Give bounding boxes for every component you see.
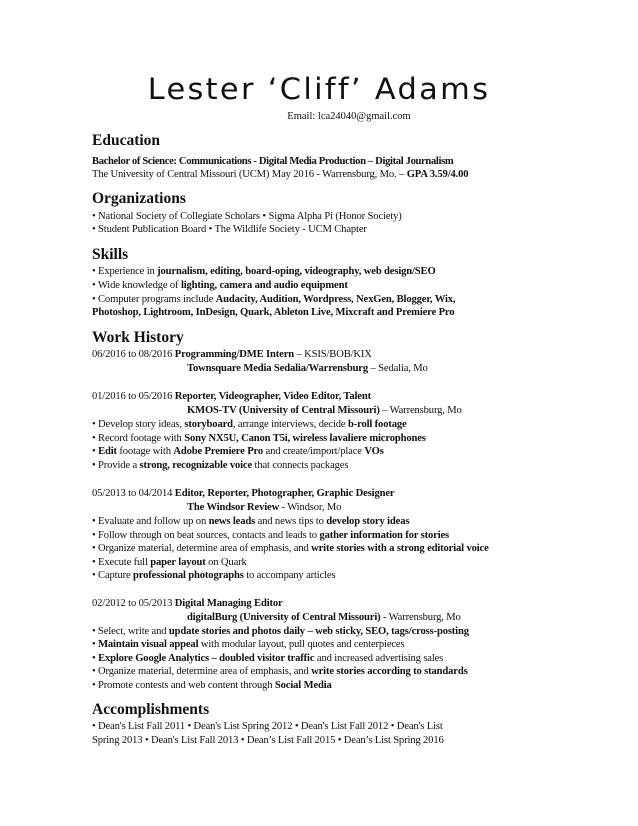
organizations-line-2: • Student Publication Board • The Wildlife Society - UCM Chapter <box>92 224 367 235</box>
job4-title-line: 02/2012 to 05/2013 Digital Managing Editor <box>92 598 283 609</box>
skills-line-1: • Experience in journalism, editing, board-oping, videography, web design/SEO <box>92 266 436 277</box>
skills-line-2: • Wide knowledge of lighting, camera and audio equipment <box>92 280 348 291</box>
email-line: Email: lca24040@gmail.com <box>287 111 411 122</box>
degree-line: Bachelor of Science: Communications - Digital Media Production – Digital Journalism <box>92 156 454 167</box>
job2-bullet-2: • Record footage with Sony NX5U, Canon T5i, wireless lavaliere microphones <box>92 433 426 444</box>
organizations-heading: Organizations <box>92 190 186 207</box>
accomplishments-line-2: Spring 2013 • Dean's List Fall 2013 • Dean’s List Fall 2015 • Dean’s List Spring 2016 <box>92 735 444 746</box>
job3-bullet-2: • Follow through on beat sources, contacts and leads to gather information for stories <box>92 530 450 541</box>
job4-bullet-1: • Select, write and update stories and photos daily – web sticky, SEO, tags/cross-posting <box>92 626 469 637</box>
job4-bullet-4: • Organize material, determine area of emphasis, and write stories according to standards <box>92 666 468 677</box>
job3-bullet-4: • Execute full paper layout on Quark <box>92 557 247 568</box>
organizations-line-1: • National Society of Collegiate Scholars • Sigma Alpha Pi (Honor Society) <box>92 211 402 222</box>
job4-org-line: digitalBurg (University of Central Missouri) - Warrensburg, Mo <box>187 612 461 623</box>
education-heading: Education <box>92 132 161 149</box>
work-history-heading: Work History <box>92 329 184 346</box>
accomplishments-heading: Accomplishments <box>92 701 210 718</box>
accomplishments-line-1: • Dean's List Fall 2011 • Dean's List Spring 2012 • Dean's List Fall 2012 • Dean's List <box>92 721 443 732</box>
job3-org-line: The Windsor Review - Windsor, Mo <box>187 502 342 513</box>
job4-bullet-2: • Maintain visual appeal with modular layout, pull quotes and centerpieces <box>92 639 405 650</box>
job2-bullet-3: • Edit footage with Adobe Premiere Pro and create/import/place VOs <box>92 446 384 457</box>
candidate-name: Lester ‘Cliff’ Adams <box>147 72 491 106</box>
skills-line-3: • Computer programs include Audacity, Audition, Wordpress, NexGen, Blogger, Wix, <box>92 294 456 305</box>
job2-bullet-4: • Provide a strong, recognizable voice that connects packages <box>92 460 349 471</box>
job2-bullet-1: • Develop story ideas, storyboard, arrange interviews, decide b-roll footage <box>92 419 407 430</box>
job3-title-line: 05/2013 to 04/2014 Editor, Reporter, Photographer, Graphic Designer <box>92 488 395 499</box>
school-line: The University of Central Missouri (UCM) May 2016 - Warrensburg, Mo. – GPA 3.59/4.00 <box>92 169 469 180</box>
job4-bullet-3: • Explore Google Analytics – doubled visitor traffic and increased advertising sales <box>92 653 444 664</box>
job3-bullet-3: • Organize material, determine area of emphasis, and write stories with a strong editorial voice <box>92 543 489 554</box>
job1-title-line: 06/2016 to 08/2016 Programming/DME Intern – KSIS/BOB/KIX <box>92 349 372 360</box>
job3-bullet-5: • Capture professional photographs to accompany articles <box>92 570 336 581</box>
job1-org-line: Townsquare Media Sedalia/Warrensburg – Sedalia, Mo <box>187 363 428 374</box>
job3-bullet-1: • Evaluate and follow up on news leads and news tips to develop story ideas <box>92 516 410 527</box>
job2-org-line: KMOS-TV (University of Central Missouri) – Warrensburg, Mo <box>187 405 462 416</box>
skills-line-4: Photoshop, Lightroom, InDesign, Quark, Ableton Live, Mixcraft and Premiere Pro <box>92 307 455 318</box>
job2-title-line: 01/2016 to 05/2016 Reporter, Videographer, Video Editor, Talent <box>92 391 371 402</box>
job4-bullet-5: • Promote contests and web content through Social Media <box>92 680 332 691</box>
skills-heading: Skills <box>92 246 129 263</box>
